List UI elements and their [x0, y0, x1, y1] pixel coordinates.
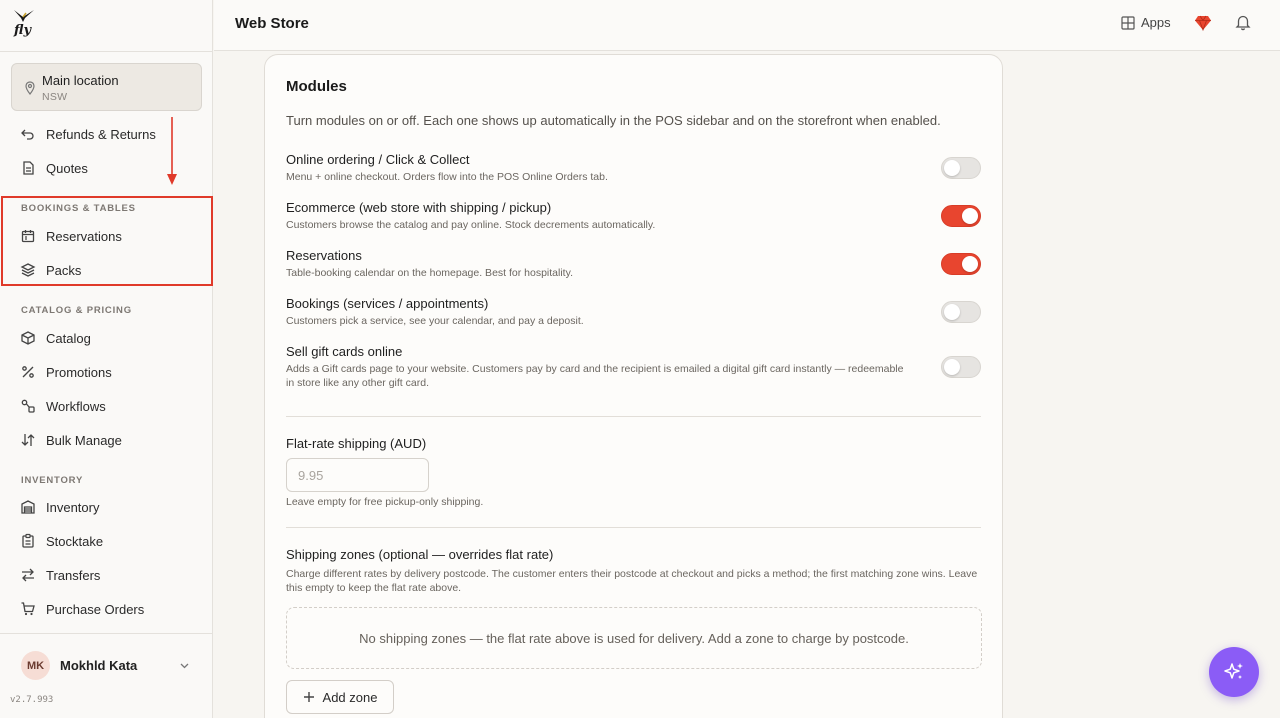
toggle-reservations[interactable] [941, 253, 981, 275]
sidebar-item-label: Purchase Orders [46, 602, 145, 617]
sidebar-item-bulk-manage[interactable] [0, 425, 212, 455]
sidebar-item-label: Refunds & Returns [46, 127, 156, 142]
warehouse-icon [20, 499, 36, 515]
version-label: v2.7.993 [10, 695, 54, 705]
module-subtitle: Menu + online checkout. Orders flow into the POS Online Orders tab. [286, 171, 608, 183]
clipboard-icon [20, 533, 36, 549]
cart-icon [20, 601, 36, 617]
divider [286, 416, 981, 417]
workflow-icon [20, 398, 36, 414]
annotation-arrow [166, 117, 178, 187]
apps-label: Apps [1141, 15, 1171, 30]
module-subtitle: Table-booking calendar on the homepage. Best for hospitality. [286, 267, 573, 279]
sidebar-item-transfers[interactable] [0, 560, 212, 590]
toggle-knob [944, 304, 960, 320]
add-zone-label: Add zone [322, 689, 378, 705]
sidebar-item-label: Promotions [46, 365, 112, 380]
location-selector[interactable] [11, 63, 202, 111]
module-title: Ecommerce (web store with shipping / pickup) [286, 200, 552, 215]
module-title: Bookings (services / appointments) [286, 296, 489, 311]
sidebar-item-label: Packs [46, 263, 82, 278]
add-zone-button[interactable] [286, 680, 394, 714]
sidebar-item-stocktake[interactable] [0, 526, 212, 556]
divider [0, 51, 213, 52]
module-title: Online ordering / Click & Collect [286, 152, 470, 167]
sidebar-item-label: Quotes [46, 161, 88, 176]
toggle-knob [962, 256, 978, 272]
plus-icon [303, 691, 315, 703]
modules-card [264, 54, 1003, 718]
module-subtitle: Customers browse the catalog and pay online. Stock decrements automatically. [286, 219, 656, 231]
location-region: NSW [42, 91, 68, 103]
document-icon [20, 160, 36, 176]
flat-rate-input[interactable] [286, 458, 429, 492]
sidebar-item-label: Stocktake [46, 534, 104, 549]
shipping-zones-hint: Charge different rates by delivery postcode. The customer enters their postcode at checkout and picks a method; the first matching zone wins. Leave this empty to keep the flat rate above. [286, 568, 978, 594]
section-label-inventory: INVENTORY [21, 475, 84, 486]
divider [286, 527, 981, 528]
module-title: Reservations [286, 248, 362, 263]
flat-rate-hint: Leave empty for free pickup-only shipping. [286, 496, 484, 508]
box-icon [20, 330, 36, 346]
percent-icon [20, 364, 36, 380]
grid-icon [1121, 16, 1135, 30]
empty-state-text: No shipping zones — the flat rate above is used for delivery. Add a zone to charge by postcode. [359, 630, 909, 646]
swap-icon [20, 432, 36, 448]
module-subtitle: Customers pick a service, see your calendar, and pay a deposit. [286, 315, 584, 327]
sidebar-item-label: Bulk Manage [46, 433, 122, 448]
toggle-gift-cards[interactable] [941, 356, 981, 378]
bell-icon[interactable] [1234, 13, 1252, 31]
toggle-online-ordering[interactable] [941, 157, 981, 179]
section-label-bookings: BOOKINGS & TABLES [21, 203, 136, 214]
card-description: Turn modules on or off. Each one shows up automatically in the POS sidebar and on the storefront when enabled. [286, 113, 941, 128]
top-header [214, 0, 1280, 51]
shipping-zones-empty-state [286, 607, 982, 669]
shipping-zones-label: Shipping zones (optional — overrides flat rate) [286, 547, 554, 562]
sidebar [0, 0, 213, 718]
toggle-ecommerce[interactable] [941, 205, 981, 227]
toggle-knob [944, 359, 960, 375]
logo-text: fly [14, 23, 32, 38]
section-label-catalog: CATALOG & PRICING [21, 305, 132, 316]
annotation-highlight-box [1, 196, 213, 286]
flat-rate-label: Flat-rate shipping (AUD) [286, 436, 427, 451]
toggle-bookings[interactable] [941, 301, 981, 323]
module-reservations [286, 248, 986, 280]
card-title: Modules [286, 78, 347, 95]
gem-icon[interactable] [1194, 14, 1212, 32]
ai-assistant-button[interactable] [1209, 647, 1259, 697]
divider [0, 633, 213, 634]
toggle-knob [962, 208, 978, 224]
sidebar-item-promotions[interactable] [0, 357, 212, 387]
module-online-ordering [286, 152, 986, 184]
user-name[interactable]: Mokhld Kata [60, 658, 138, 673]
avatar[interactable]: MK [21, 651, 50, 680]
sparkle-icon [1222, 660, 1246, 684]
module-gift-cards [286, 344, 986, 390]
sidebar-item-inventory[interactable] [0, 492, 212, 522]
page-title: Web Store [235, 15, 309, 32]
transfer-icon [20, 567, 36, 583]
bird-logo-icon [12, 9, 36, 23]
sidebar-item-workflows[interactable] [0, 391, 212, 421]
sidebar-item-label: Reservations [46, 229, 122, 244]
map-pin-icon [23, 81, 37, 95]
undo-icon [20, 126, 36, 142]
sidebar-item-label: Catalog [46, 331, 91, 346]
module-subtitle: Adds a Gift cards page to your website. Customers pay by card and the recipient is emailed a digital gift card instantly — redeemable in store like any other gift card. [286, 363, 904, 389]
sidebar-item-purchase-orders[interactable] [0, 594, 212, 624]
sidebar-item-label: Transfers [46, 568, 101, 583]
location-name: Main location [42, 73, 119, 88]
sidebar-item-refunds-returns[interactable] [0, 119, 212, 149]
sidebar-item-label: Inventory [46, 500, 100, 515]
module-title: Sell gift cards online [286, 344, 403, 359]
module-ecommerce [286, 200, 986, 232]
sidebar-item-catalog[interactable] [0, 323, 212, 353]
sidebar-item-quotes[interactable] [0, 153, 212, 183]
module-bookings [286, 296, 986, 328]
apps-button[interactable] [1121, 15, 1171, 30]
toggle-knob [944, 160, 960, 176]
sidebar-item-label: Workflows [46, 399, 106, 414]
chevron-down-icon[interactable] [179, 660, 190, 671]
